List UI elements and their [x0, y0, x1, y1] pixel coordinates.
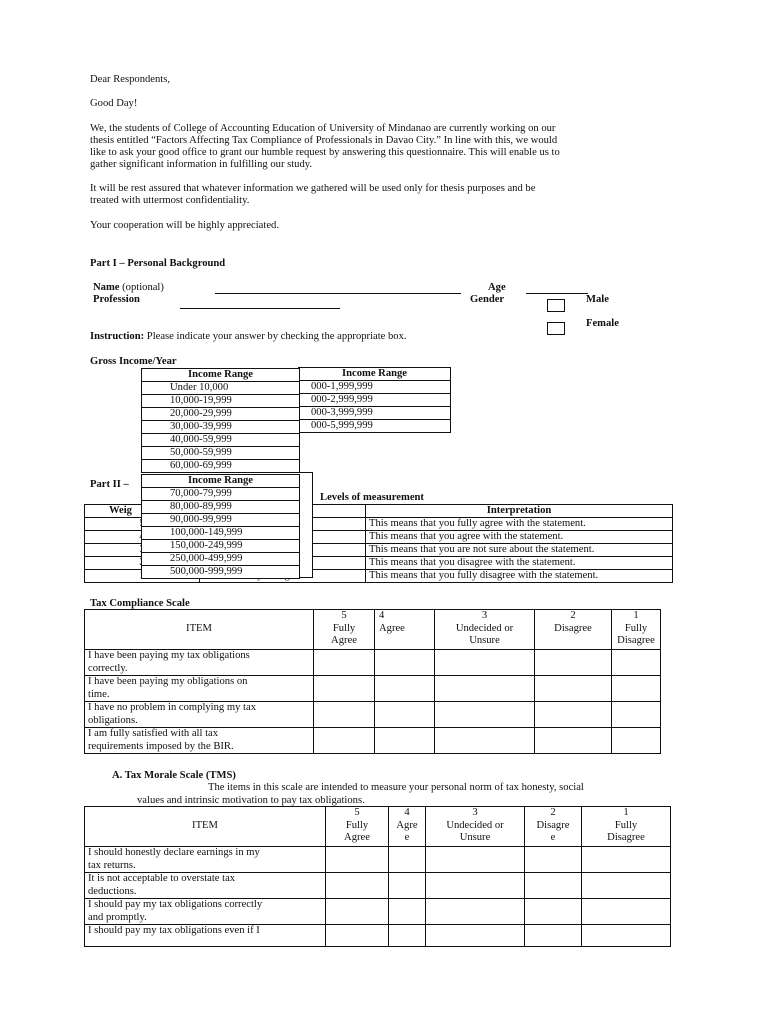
- col-label: Fully: [624, 622, 648, 634]
- male-label: Male: [586, 294, 609, 305]
- greeting: Good Day!: [90, 98, 138, 109]
- levels-title: Levels of measurement: [320, 492, 424, 503]
- answer-cell[interactable]: [535, 676, 612, 702]
- item-line: I have no problem in complying my tax: [88, 702, 256, 713]
- col-label: Undecided or: [446, 819, 504, 831]
- table-row: [85, 702, 661, 728]
- answer-cell[interactable]: [435, 650, 535, 676]
- answer-cell[interactable]: [375, 702, 435, 728]
- tax-morale-table: [84, 806, 671, 947]
- col-disagree: [525, 807, 582, 847]
- col-label: Disagre: [536, 819, 570, 831]
- age-label: Age: [488, 282, 506, 293]
- confidentiality-line: treated with uttermost confidentiality.: [90, 195, 250, 206]
- income-option[interactable]: 250,000-499,999: [142, 553, 300, 566]
- answer-cell[interactable]: [535, 702, 612, 728]
- answer-cell[interactable]: [525, 899, 582, 925]
- item-header: ITEM: [85, 807, 326, 847]
- table-row: [85, 847, 671, 873]
- income-option[interactable]: 60,000-69,999: [142, 460, 300, 473]
- closing-paragraph: Your cooperation will be highly appreciated.: [90, 220, 279, 231]
- table-row: [85, 650, 661, 676]
- male-checkbox[interactable]: [547, 299, 565, 312]
- answer-cell[interactable]: [314, 702, 375, 728]
- col-fully-agree: [326, 807, 389, 847]
- income-option[interactable]: 50,000-59,999: [142, 447, 300, 460]
- answer-cell[interactable]: [435, 728, 535, 754]
- income-option[interactable]: 100,000-149,999: [142, 527, 300, 540]
- table-row: [85, 899, 671, 925]
- instruction-text: Please indicate your answer by checking the appropriate box.: [144, 331, 407, 342]
- income-option[interactable]: 30,000-39,999: [142, 421, 300, 434]
- table-row: [85, 873, 671, 899]
- col-agree: [375, 610, 435, 650]
- col-num: 1: [623, 807, 629, 818]
- income-option[interactable]: 20,000-29,999: [142, 408, 300, 421]
- answer-cell[interactable]: [426, 925, 525, 947]
- gross-income-label: Gross Income/Year: [90, 356, 177, 367]
- col-label: Agree: [331, 635, 357, 646]
- col-label: Unsure: [469, 635, 500, 646]
- weight-header: Weig: [85, 505, 200, 518]
- col-label: e: [550, 832, 556, 843]
- instruction-label: Instruction:: [90, 331, 145, 342]
- item-line: It is not acceptable to overstate tax: [88, 873, 236, 884]
- income-dropdown-list-2[interactable]: [141, 474, 300, 579]
- item-text: [85, 899, 326, 925]
- instruction: [90, 331, 407, 342]
- income-dropdown-header: Income Range: [142, 475, 300, 488]
- tax-compliance-title: Tax Compliance Scale: [90, 598, 190, 609]
- col-num: 5: [341, 610, 347, 621]
- item-line: deductions.: [88, 885, 137, 897]
- answer-cell[interactable]: [375, 650, 435, 676]
- name-optional-text: (optional): [119, 282, 164, 293]
- answer-cell[interactable]: [612, 676, 661, 702]
- answer-cell[interactable]: [326, 847, 389, 873]
- income-back-header: Income Range: [299, 368, 451, 381]
- answer-cell[interactable]: [426, 899, 525, 925]
- income-option[interactable]: 80,000-89,999: [142, 501, 300, 514]
- col-label: Fully: [332, 622, 356, 634]
- answer-cell[interactable]: [535, 650, 612, 676]
- col-label: Fully: [614, 819, 638, 831]
- income-back-row[interactable]: 000-5,999,999: [299, 420, 451, 433]
- answer-cell[interactable]: [612, 702, 661, 728]
- item-line: I should pay my tax obligations even if I: [88, 925, 260, 936]
- tax-compliance-table: [84, 609, 661, 754]
- answer-cell[interactable]: [326, 873, 389, 899]
- item-line: and promptly.: [88, 911, 147, 923]
- item-text: [85, 873, 326, 899]
- col-label: Disagree: [607, 832, 645, 843]
- item-text: [85, 728, 314, 754]
- item-header: ITEM: [85, 610, 314, 650]
- answer-cell[interactable]: [582, 873, 671, 899]
- col-num: 2: [550, 807, 556, 818]
- col-num: 1: [633, 610, 639, 621]
- answer-cell[interactable]: [582, 925, 671, 947]
- part1-heading: Part I – Personal Background: [90, 258, 226, 269]
- col-fully-agree: [314, 610, 375, 650]
- intro-line: thesis entitled “Factors Affecting Tax Compliance of Professionals in Davao City.” In line with this, we would: [90, 135, 558, 146]
- col-label: Fully: [345, 819, 369, 831]
- income-back-row[interactable]: 000-3,999,999: [299, 407, 451, 420]
- answer-cell[interactable]: [314, 676, 375, 702]
- interpretation-cell: This means that you fully agree with the statement.: [366, 518, 673, 531]
- item-text: [85, 676, 314, 702]
- col-num: 5: [354, 807, 360, 818]
- tax-morale-desc-line2: values and intrinsic motivation to pay tax obligations.: [137, 795, 365, 806]
- col-agree: [389, 807, 426, 847]
- answer-cell[interactable]: [426, 873, 525, 899]
- income-option[interactable]: 10,000-19,999: [142, 395, 300, 408]
- name-field[interactable]: [215, 293, 461, 294]
- answer-cell[interactable]: [389, 925, 426, 947]
- item-line: obligations.: [88, 714, 138, 726]
- answer-cell[interactable]: [375, 728, 435, 754]
- item-line: time.: [88, 688, 110, 700]
- profession-label: Profession: [93, 294, 140, 305]
- col-label: Unsure: [459, 832, 491, 843]
- item-line: correctly.: [88, 662, 128, 674]
- income-dropdown-header: Income Range: [142, 369, 300, 382]
- female-label: Female: [586, 318, 619, 329]
- intro-line: gather significant information in fulfilling our study.: [90, 159, 313, 170]
- answer-cell[interactable]: [375, 676, 435, 702]
- col-fully-disagree: [612, 610, 661, 650]
- answer-cell[interactable]: [314, 728, 375, 754]
- profession-field[interactable]: [180, 308, 340, 309]
- intro-line: We, the students of College of Accounting Education of University of Mindanao are currently working on our: [90, 123, 556, 134]
- item-line: I have been paying my tax obligations: [88, 650, 250, 661]
- answer-cell[interactable]: [389, 873, 426, 899]
- col-num: 3: [472, 807, 478, 818]
- interpretation-cell: This means that you agree with the statement.: [366, 531, 673, 544]
- col-fully-disagree: [582, 807, 671, 847]
- col-num: 4: [404, 807, 410, 818]
- confidentiality-line: It will be rest assured that whatever information we gathered will be used only for thesis purposes and be: [90, 183, 536, 194]
- interpretation-header: Interpretation: [366, 505, 673, 518]
- col-undecided: [435, 610, 535, 650]
- answer-cell[interactable]: [389, 899, 426, 925]
- answer-cell[interactable]: [326, 925, 389, 947]
- col-label: Agree: [344, 832, 370, 843]
- answer-cell[interactable]: [612, 728, 661, 754]
- col-num: 3: [481, 610, 488, 621]
- income-option[interactable]: 40,000-59,999: [142, 434, 300, 447]
- answer-cell[interactable]: [435, 702, 535, 728]
- intro-line: like to ask your good office to grant our humble request by answering this questionnaire. This will enable us to: [90, 147, 560, 158]
- income-option[interactable]: 150,000-249,999: [142, 540, 300, 553]
- table-row: [85, 925, 671, 947]
- item-line: tax returns.: [88, 859, 136, 871]
- name-label: [93, 282, 164, 293]
- col-label: Undecided or: [455, 622, 514, 634]
- col-label: Agre: [396, 819, 418, 831]
- item-line: I am fully satisfied with all tax: [88, 728, 219, 739]
- item-text: [85, 650, 314, 676]
- income-option[interactable]: 500,000-999,999: [142, 566, 300, 579]
- item-text: [85, 847, 326, 873]
- income-back-row[interactable]: 000-1,999,999: [299, 381, 451, 394]
- age-field[interactable]: [526, 293, 588, 294]
- salutation: Dear Respondents,: [90, 74, 171, 85]
- answer-cell[interactable]: [582, 899, 671, 925]
- tax-morale-desc-line1: The items in this scale are intended to measure your personal norm of tax honesty, social: [208, 782, 584, 793]
- answer-cell[interactable]: [525, 873, 582, 899]
- col-undecided: [426, 807, 525, 847]
- answer-cell[interactable]: [612, 650, 661, 676]
- answer-cell[interactable]: [326, 899, 389, 925]
- col-label: Disagree: [617, 635, 655, 646]
- part2-heading: Part II –: [90, 479, 129, 490]
- interpretation-cell: This means that you are not sure about the statement.: [366, 544, 673, 557]
- table-row: [85, 676, 661, 702]
- answer-cell[interactable]: [389, 847, 426, 873]
- table-row: [85, 728, 661, 754]
- col-label: Disagree: [554, 622, 592, 634]
- interpretation-cell: This means that you disagree with the statement.: [366, 557, 673, 570]
- answer-cell[interactable]: [435, 676, 535, 702]
- income-option[interactable]: Under 10,000: [142, 382, 300, 395]
- answer-cell[interactable]: [426, 847, 525, 873]
- female-checkbox[interactable]: [547, 322, 565, 335]
- interpretation-cell: This means that you fully disagree with the statement.: [366, 570, 673, 583]
- income-table-back: [298, 367, 451, 433]
- answer-cell[interactable]: [535, 728, 612, 754]
- item-text: [85, 702, 314, 728]
- answer-cell[interactable]: [525, 847, 582, 873]
- gender-label: Gender: [470, 294, 505, 305]
- col-label: Agree: [379, 622, 405, 634]
- income-back-row[interactable]: 000-2,999,999: [299, 394, 451, 407]
- answer-cell[interactable]: [314, 650, 375, 676]
- answer-cell[interactable]: [582, 847, 671, 873]
- item-line: requirements imposed by the BIR.: [88, 740, 234, 752]
- income-option[interactable]: 90,000-99,999: [142, 514, 300, 527]
- item-line: I should pay my tax obligations correctly: [88, 899, 263, 910]
- col-disagree: [535, 610, 612, 650]
- col-num: 4: [379, 610, 385, 621]
- item-line: I have been paying my obligations on: [88, 676, 248, 687]
- col-num: 2: [570, 610, 576, 621]
- tax-morale-title: A. Tax Morale Scale (TMS): [112, 770, 236, 781]
- item-text: [85, 925, 326, 947]
- income-dropdown-list-1[interactable]: [141, 368, 300, 473]
- answer-cell[interactable]: [525, 925, 582, 947]
- name-label-text: Name: [93, 282, 120, 293]
- col-label: e: [404, 832, 410, 843]
- item-line: I should honestly declare earnings in my: [88, 847, 260, 858]
- income-option[interactable]: 70,000-79,999: [142, 488, 300, 501]
